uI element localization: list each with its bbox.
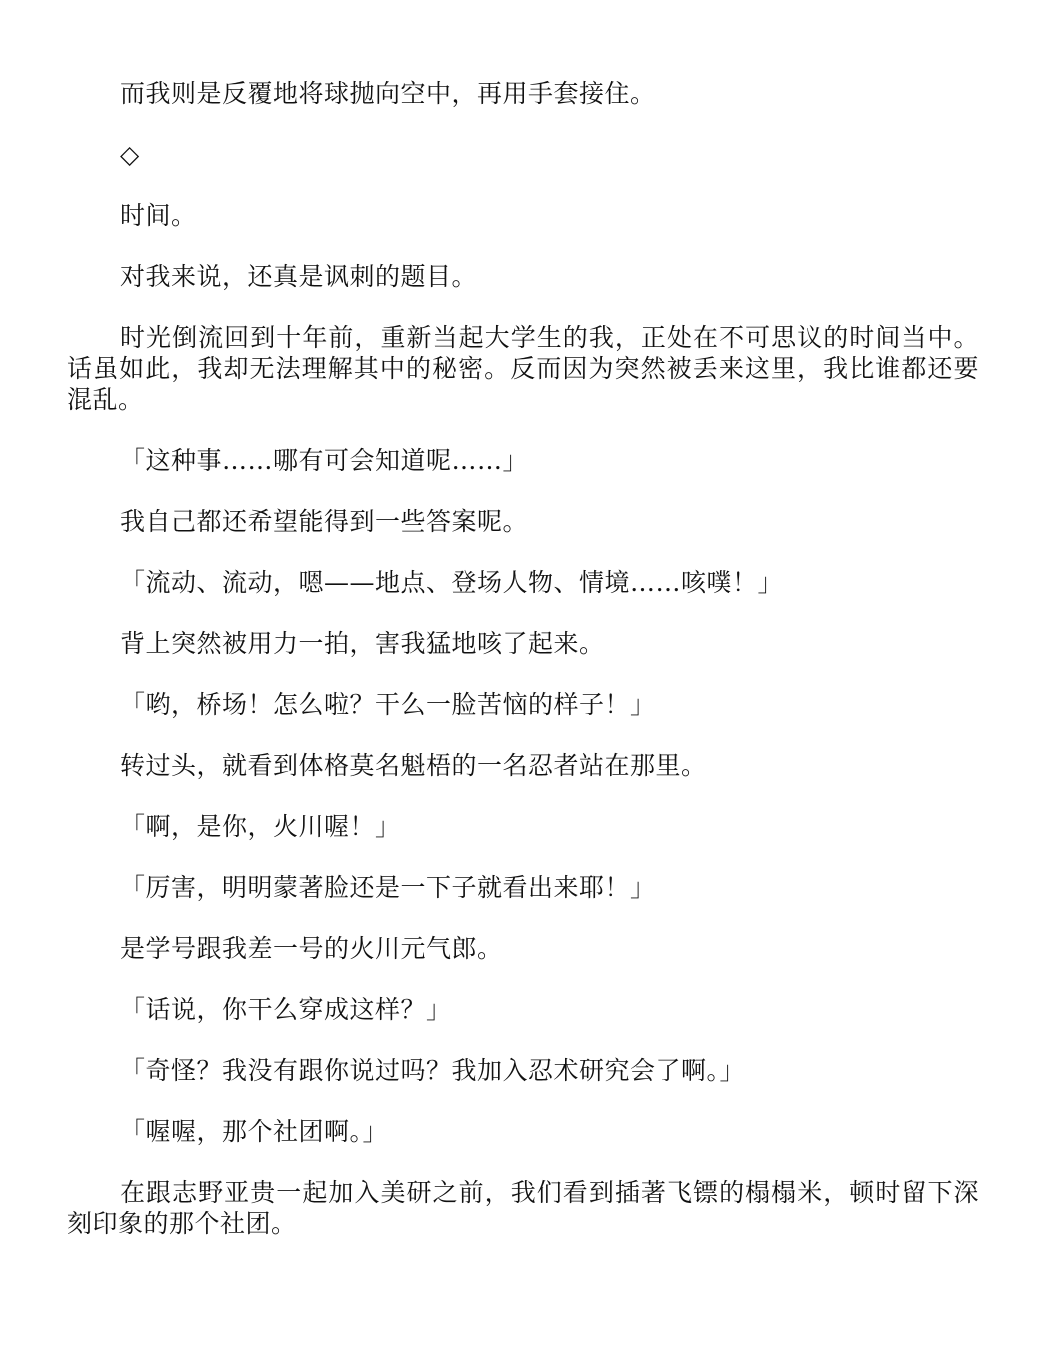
dialogue-line: 「这种事……哪有可会知道呢……」 xyxy=(120,446,529,475)
paragraph: 是学号跟我差一号的火川元气郎。 xyxy=(120,934,503,963)
paragraph: 时间。 xyxy=(120,201,197,230)
dialogue-line: 「奇怪？我没有跟你说过吗？我加入忍术研究会了啊。」 xyxy=(120,1056,746,1085)
paragraph: 转过头，就看到体格莫名魁梧的一名忍者站在那里。 xyxy=(120,751,707,780)
paragraph: 对我来说，还真是讽刺的题目。 xyxy=(120,262,478,291)
scene-break-diamond: ◇ xyxy=(120,140,140,169)
paragraph: 而我则是反覆地将球抛向空中，再用手套接住。 xyxy=(120,79,656,108)
paragraph: 我自己都还希望能得到一些答案呢。 xyxy=(120,507,529,536)
paragraph: 在跟志野亚贵一起加入美研之前，我们看到插著飞镖的榻榻米，顿时留下深刻印象的那个社团。 xyxy=(67,1178,979,1238)
dialogue-line: 「流动、流动，嗯——地点、登场人物、情境……咳噗！」 xyxy=(120,568,784,597)
dialogue-line: 「厉害，明明蒙著脸还是一下子就看出来耶！」 xyxy=(120,873,656,902)
paragraph: 背上突然被用力一拍，害我猛地咳了起来。 xyxy=(120,629,605,658)
document-page xyxy=(67,78,979,1269)
paragraph: 时光倒流回到十年前，重新当起大学生的我，正处在不可思议的时间当中。话虽如此，我却无法理解其中的秘密。反而因为突然被丢来这里，我比谁都还要混乱。 xyxy=(67,323,979,414)
dialogue-line: 「话说，你干么穿成这样？」 xyxy=(120,995,452,1024)
dialogue-line: 「喔喔，那个社团啊。」 xyxy=(120,1117,389,1146)
dialogue-line: 「哟，桥场！怎么啦？干么一脸苦恼的样子！」 xyxy=(120,690,656,719)
dialogue-line: 「啊，是你，火川喔！」 xyxy=(120,812,401,841)
